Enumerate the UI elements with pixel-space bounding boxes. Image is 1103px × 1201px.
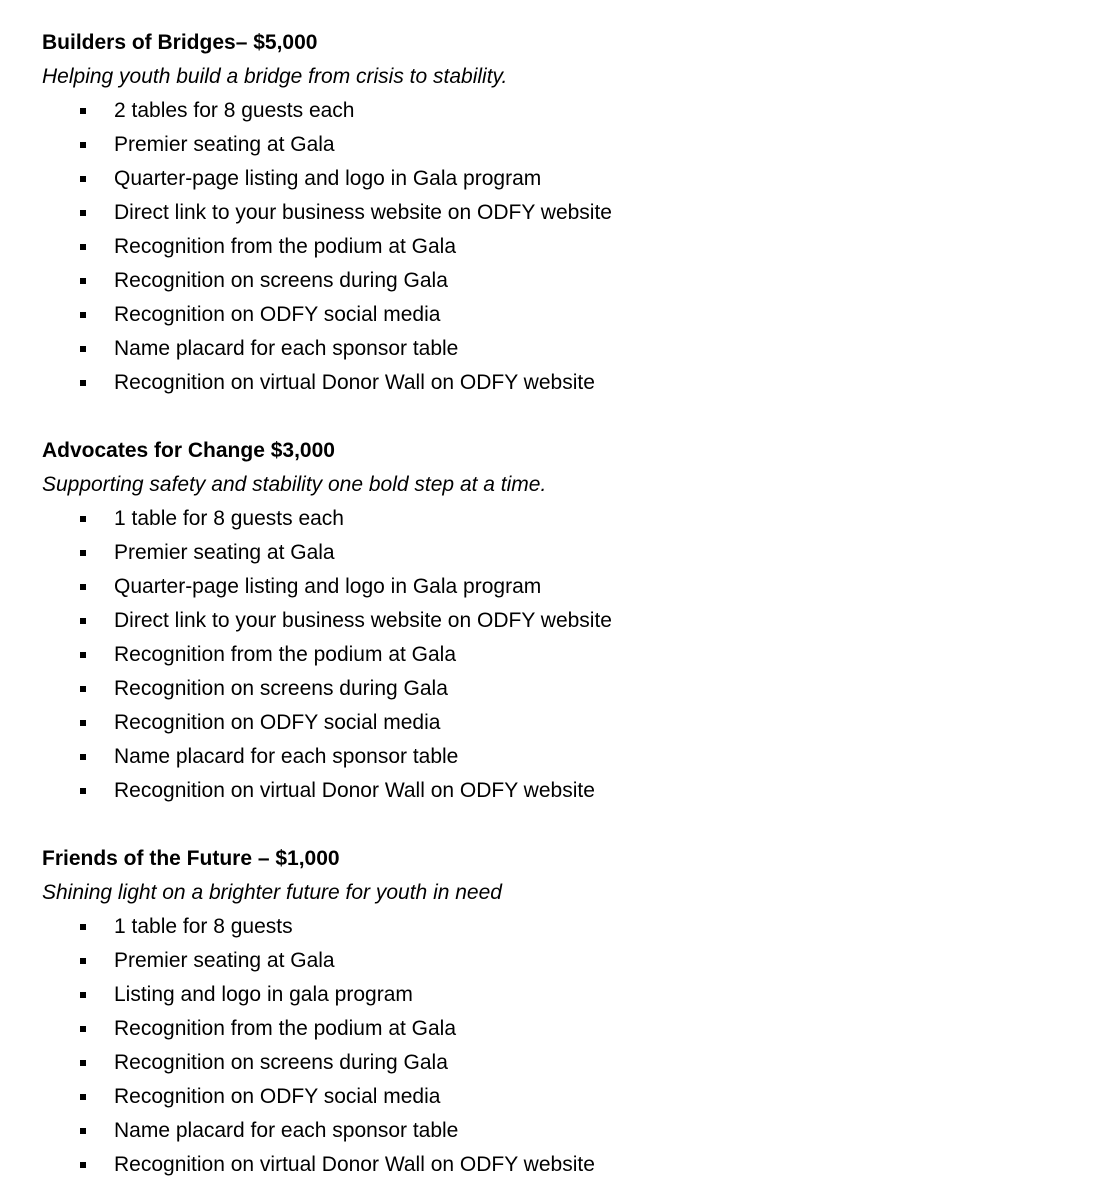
benefit-text: Name placard for each sponsor table	[114, 337, 459, 360]
benefit-item	[0, 332, 1103, 366]
square-bullet-icon	[80, 1162, 86, 1168]
benefit-text: 1 table for 8 guests each	[114, 507, 344, 530]
tier-friends-of-the-future	[0, 842, 1103, 1182]
benefit-text: 2 tables for 8 guests each	[114, 99, 355, 122]
benefit-text: Premier seating at Gala	[114, 949, 335, 972]
square-bullet-icon	[80, 516, 86, 522]
benefit-text: Quarter-page listing and logo in Gala program	[114, 575, 542, 598]
benefit-item	[0, 264, 1103, 298]
square-bullet-icon	[80, 754, 86, 760]
benefit-item	[0, 128, 1103, 162]
square-bullet-icon	[80, 346, 86, 352]
square-bullet-icon	[80, 1094, 86, 1100]
benefit-list	[0, 910, 1103, 1182]
benefit-item	[0, 502, 1103, 536]
tier-tagline: Helping youth build a bridge from crisis to stability.	[42, 65, 508, 88]
square-bullet-icon	[80, 176, 86, 182]
benefit-text: Recognition on ODFY social media	[114, 1085, 441, 1108]
tier-title: Advocates for Change $3,000	[42, 439, 335, 462]
square-bullet-icon	[80, 1026, 86, 1032]
square-bullet-icon	[80, 550, 86, 556]
benefit-text: Recognition on screens during Gala	[114, 677, 448, 700]
square-bullet-icon	[80, 584, 86, 590]
benefit-item	[0, 1114, 1103, 1148]
benefit-item	[0, 910, 1103, 944]
benefit-text: Premier seating at Gala	[114, 541, 335, 564]
benefit-text: Quarter-page listing and logo in Gala program	[114, 167, 542, 190]
benefit-item	[0, 944, 1103, 978]
tier-advocates-for-change	[0, 434, 1103, 808]
benefit-item	[0, 672, 1103, 706]
benefit-item	[0, 366, 1103, 400]
benefit-item	[0, 774, 1103, 808]
square-bullet-icon	[80, 1128, 86, 1134]
square-bullet-icon	[80, 958, 86, 964]
benefit-text: Recognition on virtual Donor Wall on ODFY website	[114, 1153, 595, 1176]
benefit-item	[0, 536, 1103, 570]
benefit-item	[0, 1148, 1103, 1182]
benefit-text: Name placard for each sponsor table	[114, 1119, 459, 1142]
benefit-list	[0, 94, 1103, 400]
benefit-text: Recognition from the podium at Gala	[114, 643, 457, 666]
tier-tagline: Supporting safety and stability one bold step at a time.	[42, 473, 547, 496]
tier-title: Builders of Bridges– $5,000	[42, 31, 318, 54]
square-bullet-icon	[80, 788, 86, 794]
benefit-text: Recognition on virtual Donor Wall on ODFY website	[114, 779, 595, 802]
tier-tagline: Shining light on a brighter future for youth in need	[42, 881, 502, 904]
benefit-text: Recognition on screens during Gala	[114, 1051, 448, 1074]
benefit-text: Recognition on ODFY social media	[114, 303, 441, 326]
square-bullet-icon	[80, 686, 86, 692]
benefit-text: Recognition on virtual Donor Wall on ODFY website	[114, 371, 595, 394]
benefit-text: Recognition on ODFY social media	[114, 711, 441, 734]
square-bullet-icon	[80, 142, 86, 148]
benefit-item	[0, 1080, 1103, 1114]
benefit-text: Recognition from the podium at Gala	[114, 1017, 457, 1040]
benefit-item	[0, 604, 1103, 638]
square-bullet-icon	[80, 1060, 86, 1066]
benefit-item	[0, 570, 1103, 604]
square-bullet-icon	[80, 278, 86, 284]
benefit-text: Recognition on screens during Gala	[114, 269, 448, 292]
benefit-text: Listing and logo in gala program	[114, 983, 413, 1006]
square-bullet-icon	[80, 244, 86, 250]
benefit-text: Name placard for each sponsor table	[114, 745, 459, 768]
tier-title: Friends of the Future – $1,000	[42, 847, 340, 870]
square-bullet-icon	[80, 108, 86, 114]
square-bullet-icon	[80, 380, 86, 386]
square-bullet-icon	[80, 720, 86, 726]
tier-builders-of-bridges	[0, 26, 1103, 400]
benefit-text: 1 table for 8 guests	[114, 915, 293, 938]
benefit-item	[0, 978, 1103, 1012]
square-bullet-icon	[80, 924, 86, 930]
square-bullet-icon	[80, 992, 86, 998]
square-bullet-icon	[80, 618, 86, 624]
benefit-item	[0, 638, 1103, 672]
square-bullet-icon	[80, 210, 86, 216]
benefit-text: Direct link to your business website on ODFY website	[114, 201, 612, 224]
square-bullet-icon	[80, 652, 86, 658]
benefit-item	[0, 1012, 1103, 1046]
benefit-item	[0, 196, 1103, 230]
benefit-item	[0, 230, 1103, 264]
benefit-item	[0, 1046, 1103, 1080]
benefit-text: Recognition from the podium at Gala	[114, 235, 457, 258]
benefit-item	[0, 706, 1103, 740]
benefit-item	[0, 162, 1103, 196]
benefit-item	[0, 94, 1103, 128]
benefit-text: Premier seating at Gala	[114, 133, 335, 156]
benefit-list	[0, 502, 1103, 808]
square-bullet-icon	[80, 312, 86, 318]
benefit-item	[0, 740, 1103, 774]
benefit-item	[0, 298, 1103, 332]
benefit-text: Direct link to your business website on ODFY website	[114, 609, 612, 632]
